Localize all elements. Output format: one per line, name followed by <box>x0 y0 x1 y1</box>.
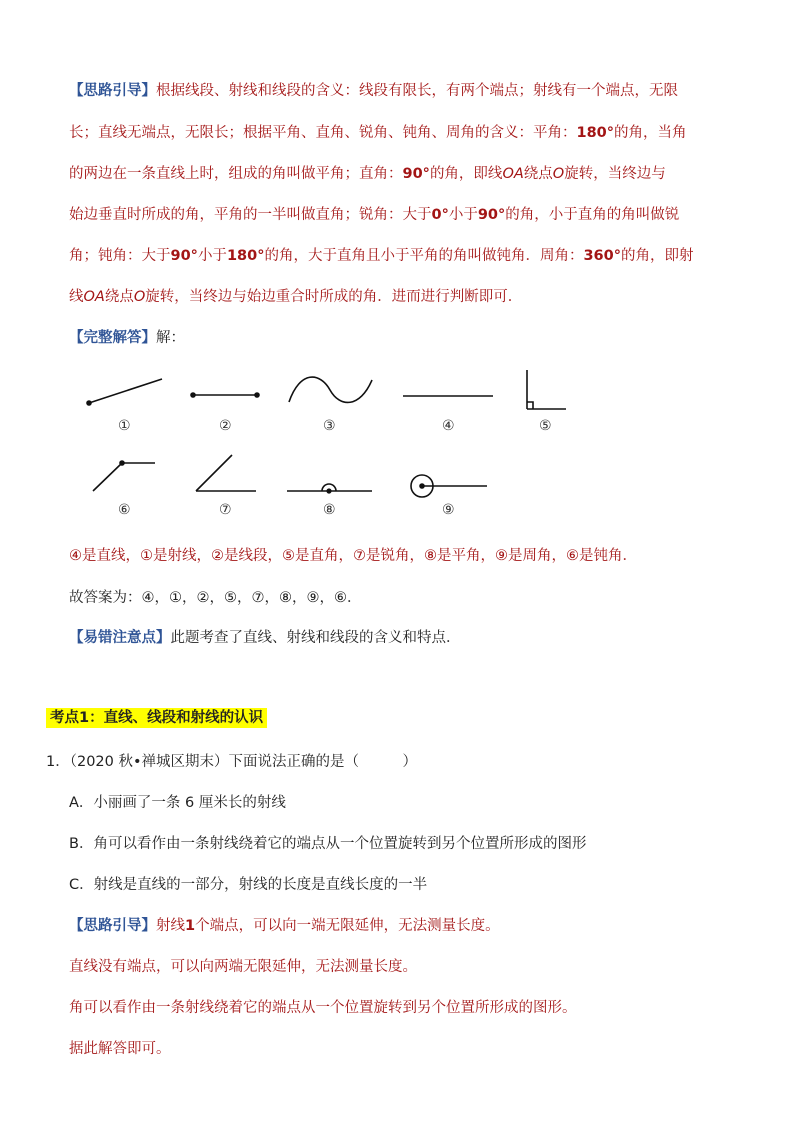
figure-1-ray <box>87 379 162 405</box>
figure-2-segment <box>191 393 259 397</box>
figure-label-8: ⑧ <box>323 502 336 518</box>
figure-label-2: ② <box>219 418 232 434</box>
hint-line-3: 角可以看作由一条射线绕着它的端点从一个位置旋转到另个位置所形成的图形。 <box>69 1000 577 1016</box>
tips-line-4: 始边垂直时所成的角，平角的一半叫做直角；锐角：大于0°小于90°的角，小于直角的角叫做锐 <box>69 207 680 223</box>
option-b: B．角可以看作由一条射线绕着它的端点从一个位置旋转到另个位置所形成的图形 <box>69 836 587 852</box>
figure-6-obtuse-angle <box>93 461 155 491</box>
tips-tag: 【思路引导】 <box>69 83 156 99</box>
hint-line-4: 据此解答即可。 <box>69 1041 171 1057</box>
figure-7-acute-angle <box>196 455 256 491</box>
question-stem: 1．（2020 秋•禅城区期末）下面说法正确的是（ ） <box>46 754 418 770</box>
tips-line-5: 角；钝角：大于90°小于180°的角，大于直角且小于平角的角叫做钝角．周角：360°的角，即射 <box>69 248 694 264</box>
figure-5-right-angle <box>527 370 566 409</box>
tips-line-1: 【思路引导】根据线段、射线和线段的含义：线段有限长，有两个端点；射线有一个端点，无限 <box>69 83 678 99</box>
hint-line-2: 直线没有端点，可以向两端无限延伸，无法测量长度。 <box>69 959 417 975</box>
hint-line-1: 【思路引导】射线1个端点，可以向一端无限延伸，无法测量长度。 <box>69 918 500 934</box>
tips-line-2: 长；直线无端点，无限长；根据平角、直角、锐角、钝角、周角的含义：平角：180°的角，当角 <box>69 125 687 141</box>
tips-line-6: 线OA绕点O旋转，当终边与始边重合时所成的角．进而进行判断即可． <box>69 289 523 305</box>
hint-tag: 【思路引导】 <box>69 918 156 934</box>
option-a: A．小丽画了一条 6 厘米长的射线 <box>69 795 286 811</box>
option-c: C．射线是直线的一部分，射线的长度是直线长度的一半 <box>69 877 428 893</box>
figure-3-curve <box>289 377 372 402</box>
figure-label-4: ④ <box>442 418 455 434</box>
figure-label-5: ⑤ <box>539 418 552 434</box>
figure-label-9: ⑨ <box>442 502 455 518</box>
section-title: 考点1：直线、线段和射线的认识 <box>46 708 267 728</box>
answer-tag: 【完整解答】 <box>69 330 156 346</box>
answer-heading: 【完整解答】解： <box>69 330 185 346</box>
tips-line-3: 的两边在一条直线上时，组成的角叫做平角；直角：90°的角，即线OA绕点O旋转，当终边与 <box>69 166 666 182</box>
notes-tag: 【易错注意点】 <box>69 630 171 646</box>
figure-label-1: ① <box>118 418 131 434</box>
figure-8-straight-angle <box>287 484 372 493</box>
figure-label-3: ③ <box>323 418 336 434</box>
notes-line: 【易错注意点】此题考查了直线、射线和线段的含义和特点． <box>69 630 461 646</box>
result-line: ④是直线，①是射线，②是线段，⑤是直角，⑦是锐角，⑧是平角，⑨是周角，⑥是钝角． <box>69 548 637 564</box>
figure-9-full-angle <box>411 475 487 497</box>
figure-label-6: ⑥ <box>118 502 131 518</box>
final-answer: 故答案为：④，①，②，⑤，⑦，⑧，⑨，⑥． <box>69 590 362 606</box>
figure-label-7: ⑦ <box>219 502 232 518</box>
